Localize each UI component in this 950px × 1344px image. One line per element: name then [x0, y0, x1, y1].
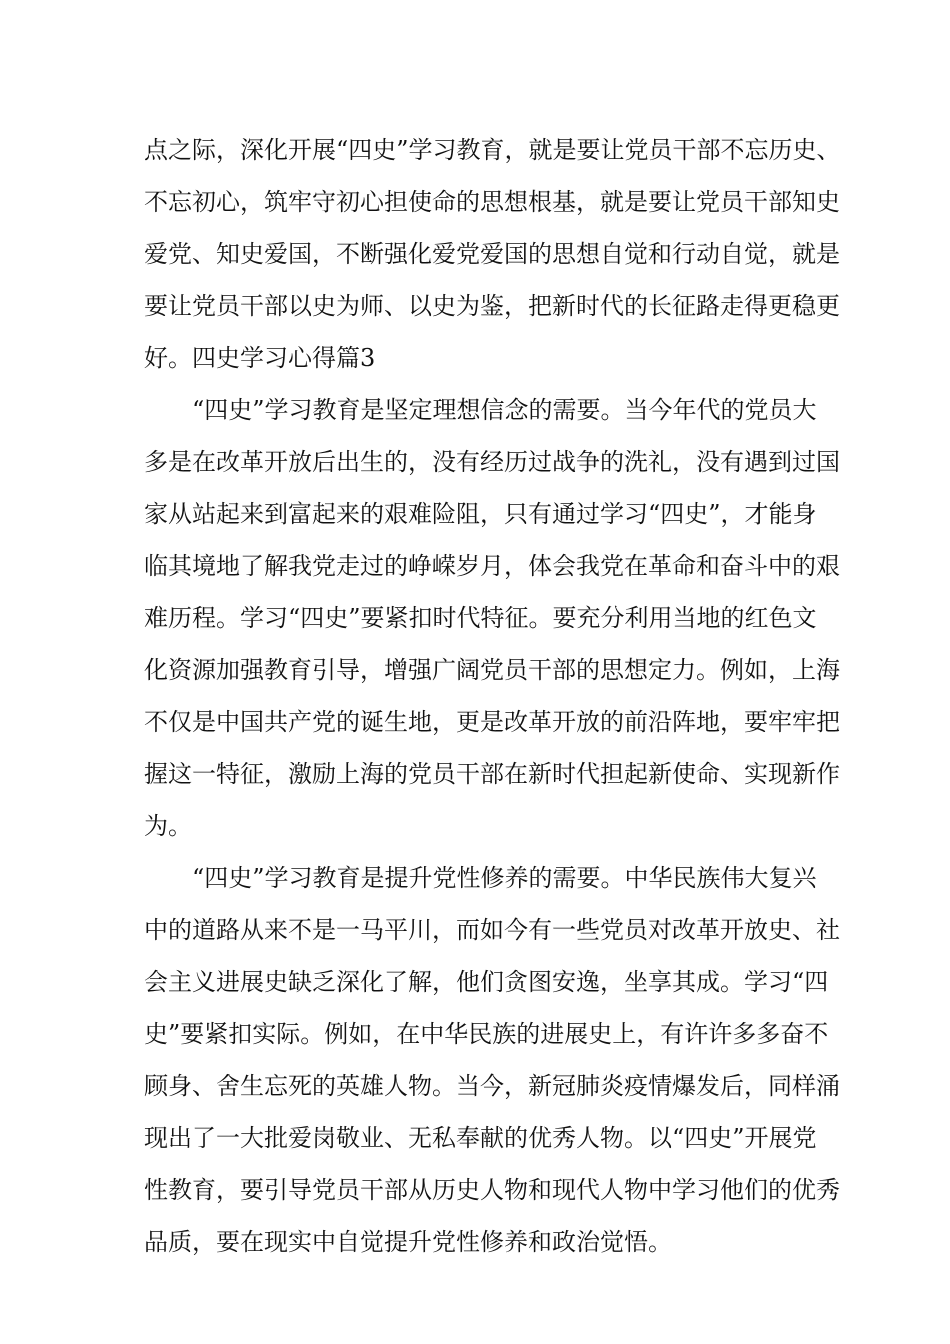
text-line: 临其境地了解我党走过的峥嵘岁月，体会我党在革命和奋斗中的艰: [144, 552, 840, 580]
text-line: 点之际，深化开展“四史”学习教育，就是要让党员干部不忘历史、: [144, 136, 841, 164]
text-line: 爱党、知史爱国，不断强化爱党爱国的思想自觉和行动自觉，就是: [144, 240, 840, 268]
text-line: 史”要紧扣实际。例如，在中华民族的进展史上，有许许多多奋不: [144, 1020, 829, 1048]
text-line: 不仅是中国共产党的诞生地，更是改革开放的前沿阵地，要牢牢把: [144, 708, 840, 736]
paragraph-2: [144, 384, 840, 852]
text-line: 中的道路从来不是一马平川，而如今有一些党员对改革开放史、社: [144, 916, 840, 944]
text-line: 难历程。学习“四史”要紧扣时代特征。要充分利用当地的红色文: [144, 604, 817, 632]
text-line: 不忘初心，筑牢守初心担使命的思想根基，就是要让党员干部知史: [144, 188, 840, 216]
text-line: 化资源加强教育引导，增强广阔党员干部的思想定力。例如，上海: [144, 656, 840, 684]
paragraph-1: [144, 124, 841, 384]
text-line: 要让党员干部以史为师、以史为鉴，把新时代的长征路走得更稳更: [144, 292, 840, 320]
text-line: 握这一特征，激励上海的党员干部在新时代担起新使命、实现新作: [144, 760, 840, 788]
text-line: 多是在改革开放后出生的，没有经历过战争的洗礼，没有遇到过国: [144, 448, 840, 476]
text-line: 性教育，要引导党员干部从历史人物和现代人物中学习他们的优秀: [144, 1176, 840, 1204]
text-line: 会主义进展史缺乏深化了解，他们贪图安逸，坐享其成。学习“四: [144, 968, 829, 996]
text-line: 顾身、舍生忘死的英雄人物。当今，新冠肺炎疫情爆发后，同样涌: [144, 1072, 840, 1100]
document-body: [144, 124, 841, 1268]
text-line: 家从站起来到富起来的艰难险阻，只有通过学习“四史”，才能身: [144, 500, 817, 528]
text-line: “四史”学习教育是坚定理想信念的需要。当今年代的党员大: [192, 396, 817, 424]
paragraph-3: [144, 852, 840, 1268]
text-line: 好。四史学习心得篇3: [144, 344, 376, 372]
text-line: 现出了一大批爱岗敬业、无私奉献的优秀人物。以“四史”开展党: [144, 1124, 817, 1152]
text-line: 为。: [144, 812, 192, 840]
text-line: 品质，要在现实中自觉提升党性修养和政治觉悟。: [144, 1228, 672, 1256]
text-line: “四史”学习教育是提升党性修养的需要。中华民族伟大复兴: [192, 864, 817, 892]
